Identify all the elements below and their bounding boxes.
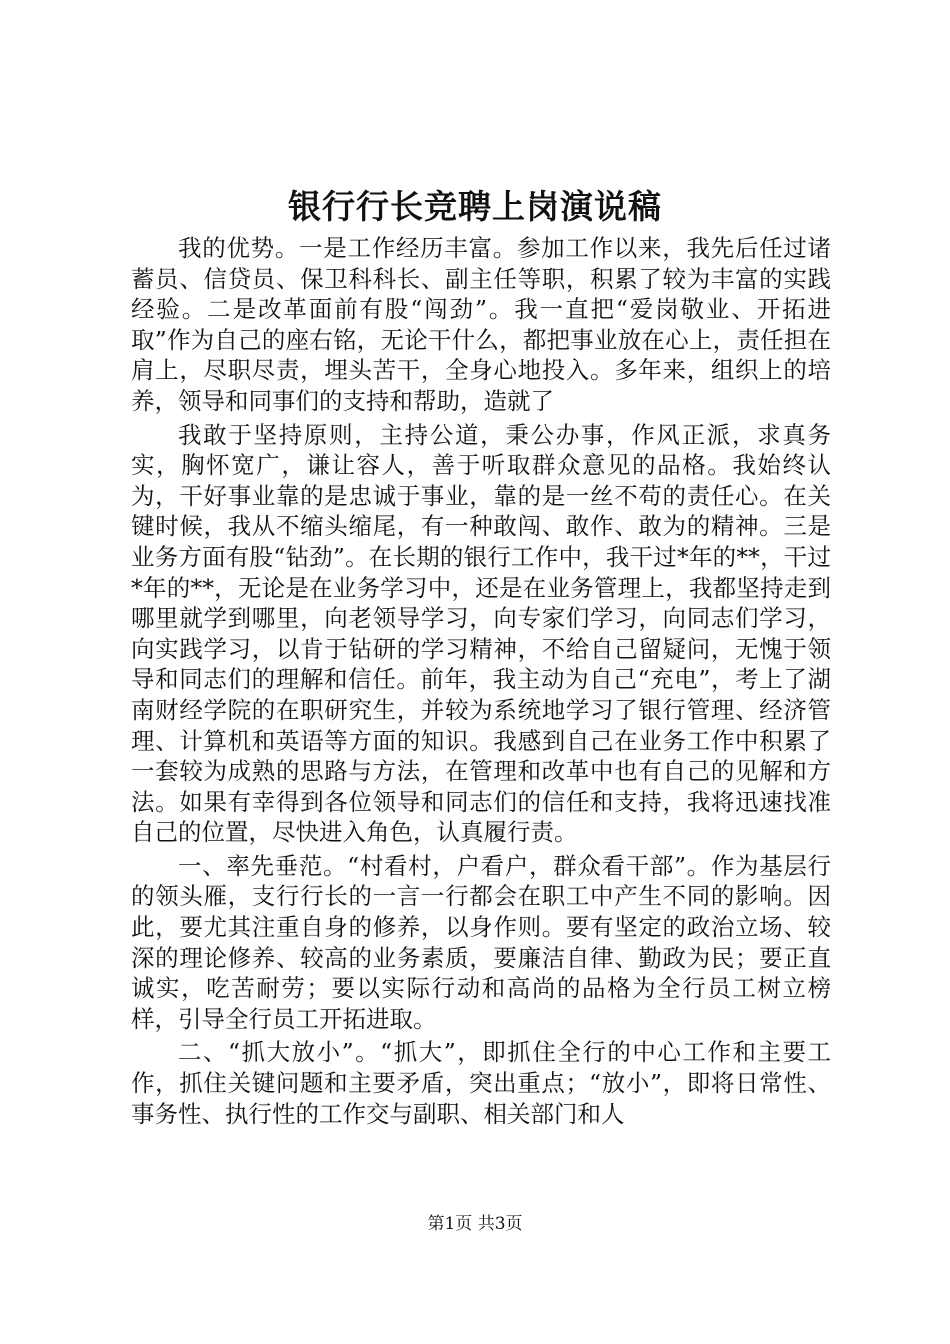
document-title: 银行行长竞聘上岗演说稿 — [288, 187, 662, 226]
document-body — [131, 233, 831, 1132]
paragraph-principles: 我敢于坚持原则，主持公道，秉公办事，作风正派，求真务实，胸怀宽广，谦让容人，善于听取群众意见的品格。我始终认为，干好事业靠的是忠诚于事业，靠的是一丝不苟的责任心。在关键时候，我从不缩头缩尾，有一种敢闯、敢作、敢为的精神。三是业务方面有股“钻劲”。在长期的银行工作中，我干过*年的**，干过*年的**，无论是在业务学习中，还是在业务管理上，我都坚持走到哪里就学到哪里，向老领导学习，向专家们学习，向同志们学习，向实践学习，以肯于钻研的学习精神，不给自己留疑问，无愧于领导和同志们的理解和信任。前年，我主动为自己“充电”，考上了湖南财经学院的在职研究生，并较为系统地学习了银行管理、经济管理、计算机和英语等方面的知识。我感到自己在业务工作中积累了一套较为成熟的思路与方法，在管理和改革中也有自己的见解和方法。如果有幸得到各位领导和同志们的信任和支持，我将迅速找准自己的位置，尽快进入角色，认真履行责。 — [131, 420, 831, 847]
paragraph-grasp-big-release-small: 二、“抓大放小”。“抓大”，即抓住全行的中心工作和主要工作，抓住关键问题和主要矛盾，突出重点；“放小”，即将日常性、事务性、执行性的工作交与副职、相关部门和人 — [131, 1038, 831, 1128]
paragraph-lead-by-example: 一、率先垂范。“村看村，户看户，群众看干部”。作为基层行的领头雁，支行行长的一言一行都会在职工中产生不同的影响。因此，要尤其注重自身的修养，以身作则。要有坚定的政治立场、较深的理论修养、较高的业务素质，要廉洁自律、勤政为民；要正直诚实，吃苦耐劳；要以实际行动和高尚的品格为全行员工树立榜样，引导全行员工开拓进取。 — [131, 851, 831, 1033]
paragraph-advantages: 我的优势。一是工作经历丰富。参加工作以来，我先后任过诸蓄员、信贷员、保卫科科长、副主任等职，积累了较为丰富的实践经验。二是改革面前有股“闯劲”。我一直把“爱岗敬业、开拓进取”作为自己的座右铭，无论干什么，都把事业放在心上，责任担在肩上，尽职尽责，埋头苦干，全身心地投入。多年来，组织上的培养，领导和同事们的支持和帮助，造就了 — [131, 234, 831, 415]
page-footer: 第1页 共3页 — [427, 1214, 523, 1234]
